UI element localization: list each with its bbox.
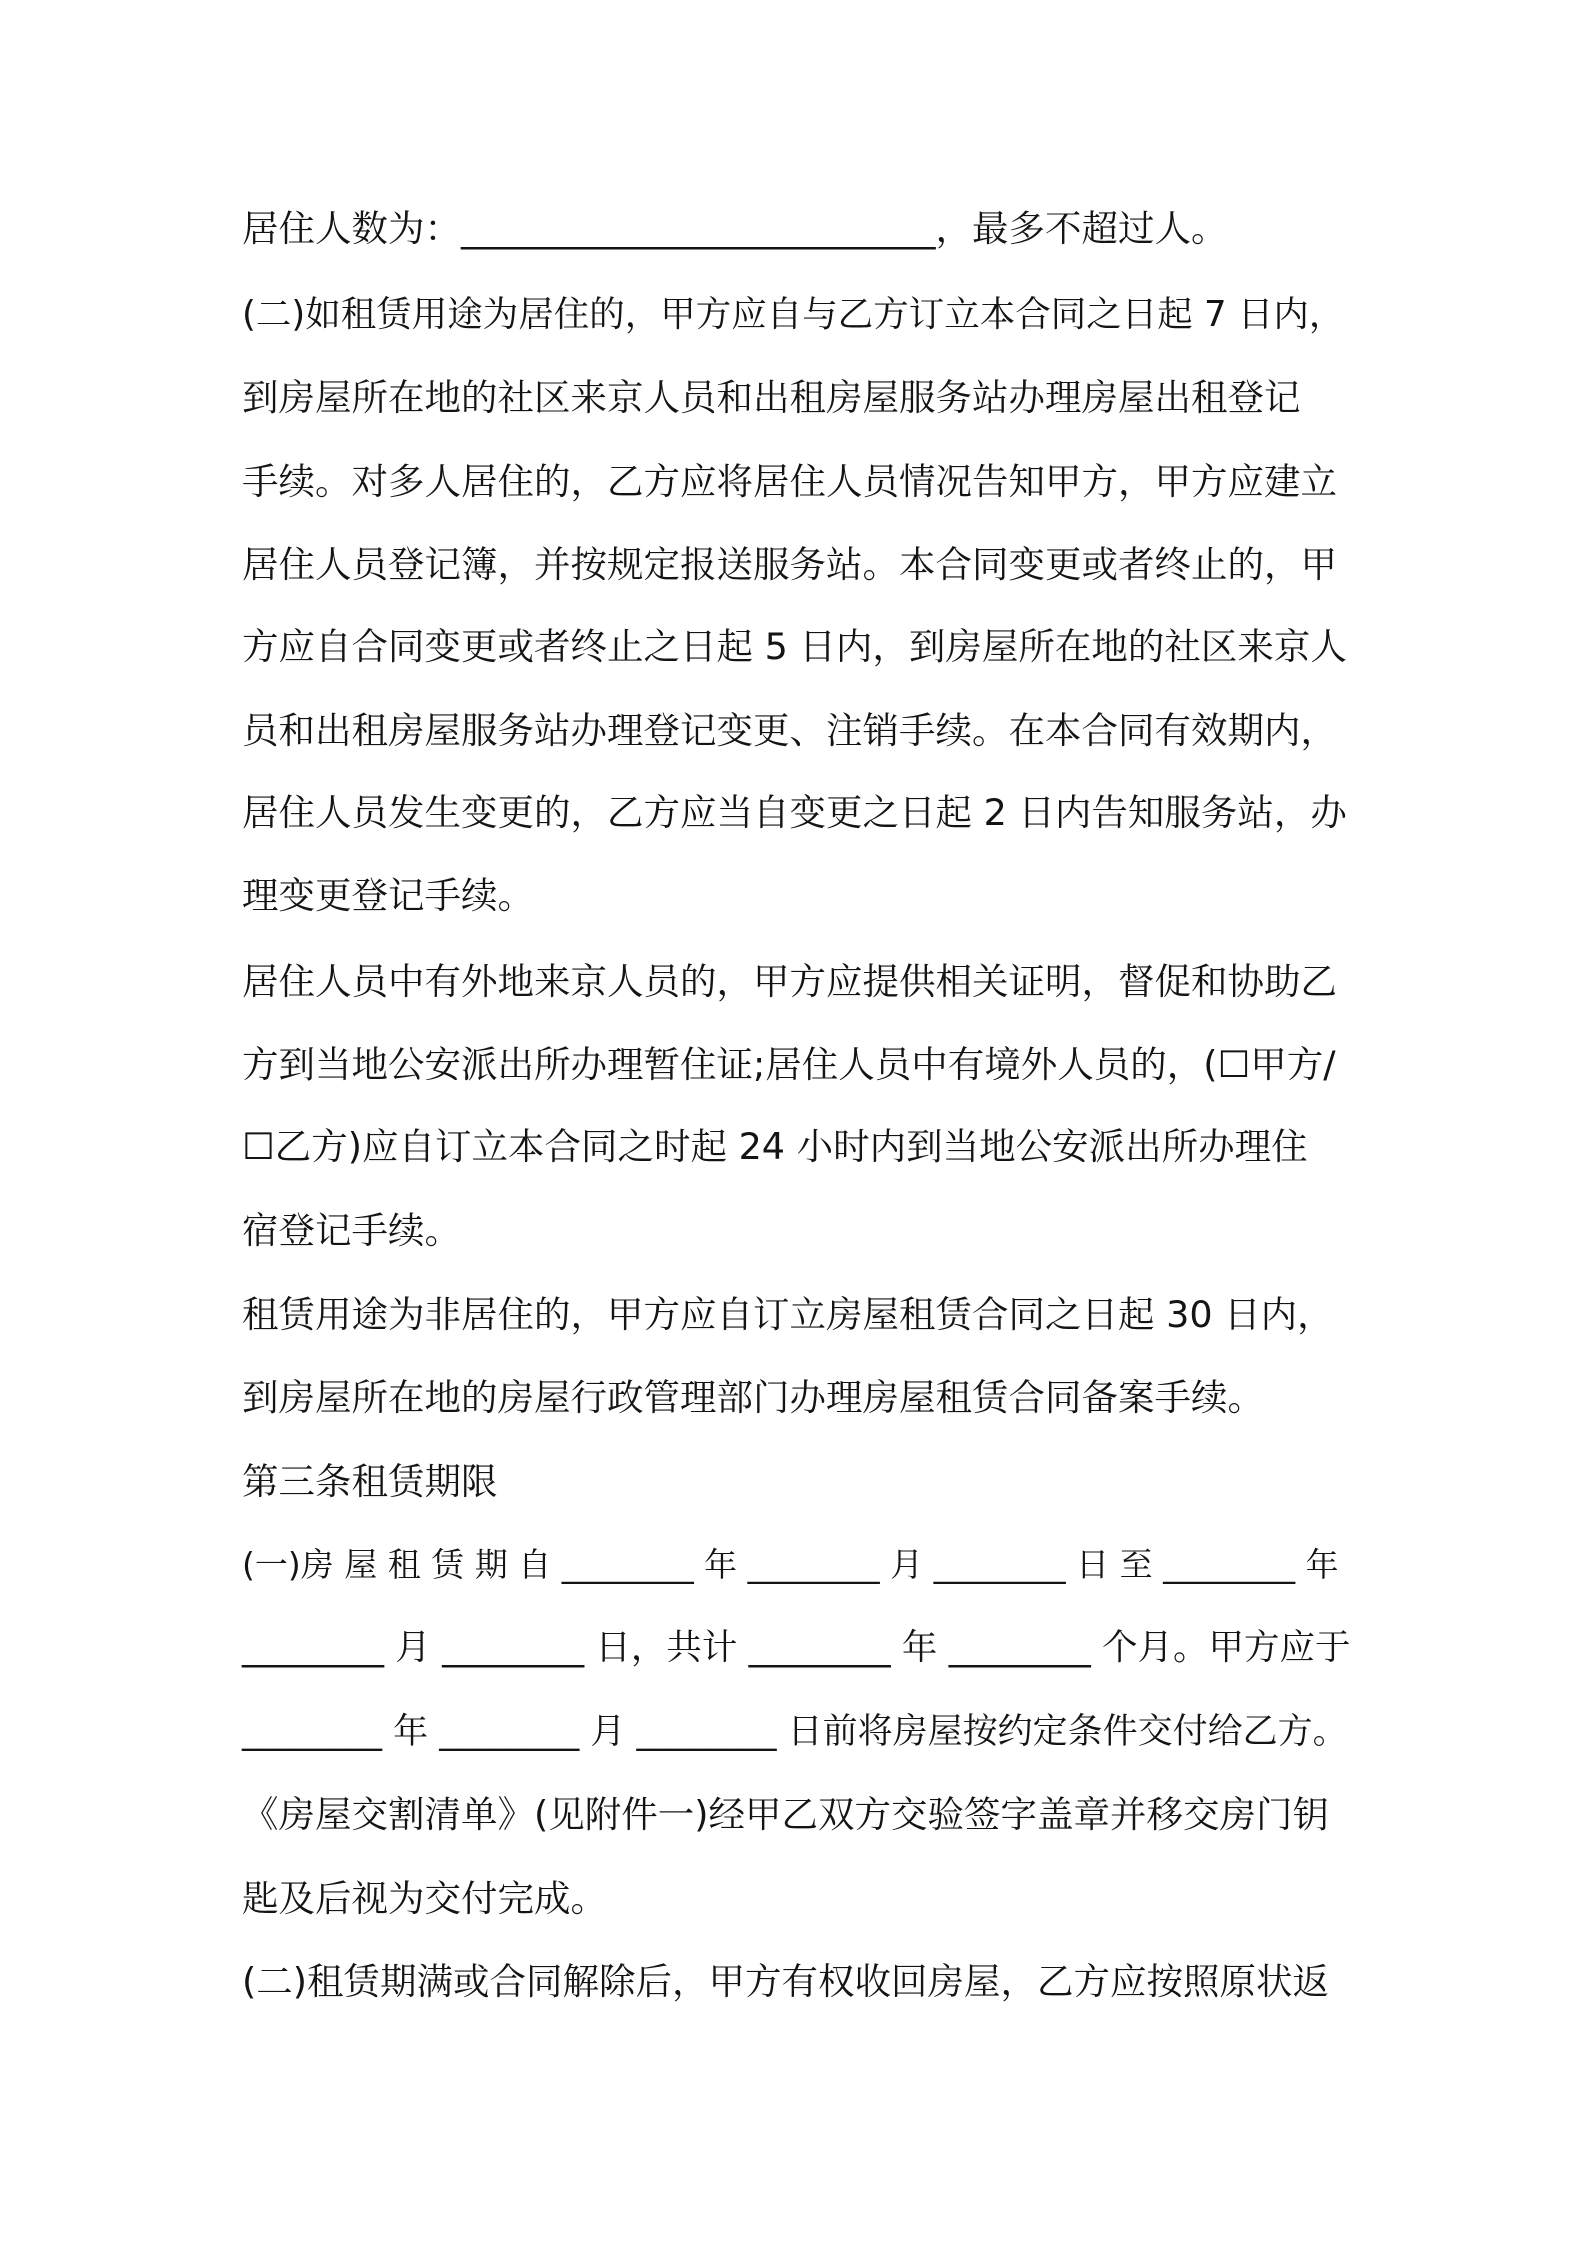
text-line: ☐乙方)应自订立本合同之时起 24 小时内到当地公安派出所办理住 xyxy=(242,1125,1308,1168)
text-line: 方应自合同变更或者终止之日起 5 日内，到房屋所在地的社区来京人 xyxy=(242,625,1347,668)
text-line: 居住人数为：__________________________，最多不超过人。 xyxy=(242,207,1228,250)
text-line: 租赁用途为非居住的，甲方应自订立房屋租赁合同之日起 30 日内， xyxy=(242,1293,1334,1336)
text-line: 居住人员中有外地来京人员的，甲方应提供相关证明，督促和协助乙 xyxy=(242,960,1337,1003)
text-line: 方到当地公安派出所办理暂住证;居住人员中有境外人员的，(☐甲方/ xyxy=(242,1043,1336,1086)
text-line: 宿登记手续。 xyxy=(242,1209,461,1252)
text-line: (一)房 屋 租 赁 期 自 ________ 年 ________ 月 ________ 日 至 ________ 年 xyxy=(242,1545,1339,1584)
text-line: 到房屋所在地的房屋行政管理部门办理房屋租赁合同备案手续。 xyxy=(242,1376,1264,1419)
text-line: 匙及后视为交付完成。 xyxy=(242,1877,607,1920)
text-line: (二)租赁期满或合同解除后，甲方有权收回房屋，乙方应按照原状返 xyxy=(242,1960,1329,2003)
text-line: ________ 月 ________ 日，共计 ________ 年 ________ 个月。甲方应于 xyxy=(242,1627,1351,1668)
text-line: 居住人员登记簿，并按规定报送服务站。本合同变更或者终止的，甲 xyxy=(242,543,1337,586)
section-heading: 第三条租赁期限 xyxy=(242,1460,498,1503)
text-line: 手续。对多人居住的，乙方应将居住人员情况告知甲方，甲方应建立 xyxy=(242,460,1337,503)
text-line: (二)如租赁用途为居住的，甲方应自与乙方订立本合同之日起 7 日内， xyxy=(242,294,1345,335)
text-line: 居住人员发生变更的，乙方应当自变更之日起 2 日内告知服务站，办 xyxy=(242,791,1347,834)
text-line: 理变更登记手续。 xyxy=(242,874,534,917)
text-line: ________ 年 ________ 月 ________ 日前将房屋按约定条件交付给乙方。 xyxy=(242,1712,1348,1752)
text-line: 员和出租房屋服务站办理登记变更、注销手续。在本合同有效期内， xyxy=(242,709,1337,752)
text-line: 到房屋所在地的社区来京人员和出租房屋服务站办理房屋出租登记 xyxy=(242,376,1301,419)
text-line: 《房屋交割清单》(见附件一)经甲乙双方交验签字盖章并移交房门钥 xyxy=(242,1793,1329,1836)
